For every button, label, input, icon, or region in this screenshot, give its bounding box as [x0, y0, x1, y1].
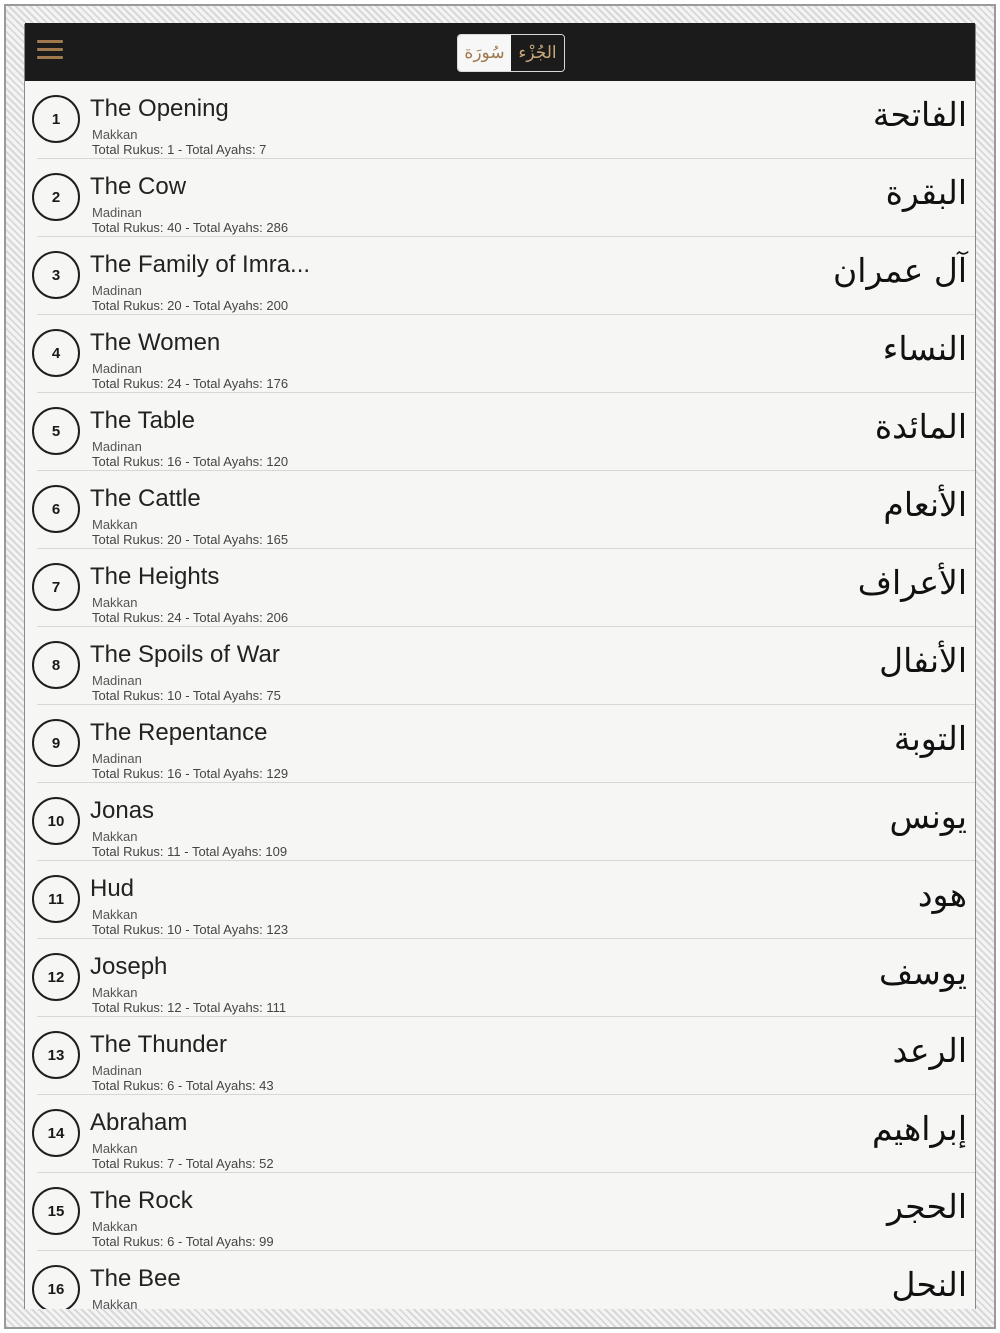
surah-row[interactable]	[37, 315, 975, 393]
surah-english-name: The Opening	[90, 95, 229, 122]
surah-number-badge: 9	[32, 719, 80, 767]
surah-list-screen	[25, 23, 975, 1309]
surah-number-badge: 4	[32, 329, 80, 377]
surah-revelation-place: Madinan	[92, 205, 142, 220]
surah-juz-segmented-control	[457, 34, 565, 72]
surah-row[interactable]	[37, 783, 975, 861]
surah-arabic-name: التوبة	[893, 719, 967, 758]
surah-row[interactable]	[37, 1017, 975, 1095]
surah-revelation-place: Makkan	[92, 127, 138, 142]
surah-number-badge: 1	[32, 95, 80, 143]
surah-english-name: The Heights	[90, 563, 220, 590]
surah-arabic-name: إبراهيم	[871, 1109, 967, 1148]
surah-rukus-ayahs: Total Rukus: 10 - Total Ayahs: 123	[92, 922, 289, 937]
surah-row[interactable]	[37, 549, 975, 627]
surah-number-badge: 2	[32, 173, 80, 221]
surah-arabic-name: الأنفال	[879, 641, 967, 680]
surah-arabic-name: يونس	[889, 797, 967, 836]
surah-rukus-ayahs: Total Rukus: 24 - Total Ayahs: 176	[92, 376, 289, 391]
surah-english-name: The Bee	[90, 1265, 181, 1292]
surah-row[interactable]	[37, 627, 975, 705]
surah-number-badge: 14	[32, 1109, 80, 1157]
surah-number-badge: 10	[32, 797, 80, 845]
surah-revelation-place: Makkan	[92, 1219, 138, 1234]
surah-rukus-ayahs: Total Rukus: 16 - Total Ayahs: 129	[92, 766, 289, 781]
surah-revelation-place: Madinan	[92, 1063, 142, 1078]
segment-juz[interactable]: الجُزْء	[511, 35, 564, 71]
surah-arabic-name: الرعد	[892, 1031, 967, 1070]
surah-rukus-ayahs: Total Rukus: 20 - Total Ayahs: 165	[92, 532, 289, 547]
surah-english-name: The Thunder	[90, 1031, 227, 1058]
surah-row[interactable]	[37, 705, 975, 783]
surah-row[interactable]	[37, 1251, 975, 1309]
surah-row[interactable]	[37, 471, 975, 549]
surah-revelation-place: Madinan	[92, 439, 142, 454]
surah-rukus-ayahs: Total Rukus: 6 - Total Ayahs: 43	[92, 1078, 274, 1093]
surah-english-name: Joseph	[90, 953, 168, 980]
hamburger-menu-icon[interactable]	[37, 40, 63, 62]
surah-rukus-ayahs: Total Rukus: 7 - Total Ayahs: 52	[92, 1156, 274, 1171]
surah-english-name: Jonas	[90, 797, 155, 824]
surah-revelation-place: Madinan	[92, 751, 142, 766]
surah-english-name: The Family of Imra...	[90, 251, 311, 278]
surah-rukus-ayahs: Total Rukus: 10 - Total Ayahs: 75	[92, 688, 281, 703]
surah-rukus-ayahs: Total Rukus: 40 - Total Ayahs: 286	[92, 220, 289, 235]
surah-rukus-ayahs: Total Rukus: 24 - Total Ayahs: 206	[92, 610, 289, 625]
surah-rukus-ayahs: Total Rukus: 11 - Total Ayahs: 109	[92, 844, 288, 859]
surah-arabic-name: الحجر	[886, 1187, 967, 1226]
surah-number-badge: 15	[32, 1187, 80, 1235]
surah-number-badge: 8	[32, 641, 80, 689]
surah-arabic-name: الفاتحة	[872, 95, 967, 134]
surah-english-name: The Cow	[90, 173, 187, 200]
surah-number-badge: 11	[32, 875, 80, 923]
surah-revelation-place: Makkan	[92, 1297, 138, 1309]
surah-english-name: The Spoils of War	[90, 641, 280, 668]
surah-row[interactable]	[37, 159, 975, 237]
surah-arabic-name: النساء	[882, 329, 967, 368]
surah-arabic-name: الأعراف	[857, 563, 967, 602]
surah-row[interactable]	[37, 1095, 975, 1173]
surah-rukus-ayahs: Total Rukus: 16 - Total Ayahs: 120	[92, 454, 289, 469]
top-bar	[25, 23, 975, 81]
surah-revelation-place: Makkan	[92, 595, 138, 610]
surah-revelation-place: Makkan	[92, 829, 138, 844]
surah-list	[25, 81, 975, 1309]
surah-row[interactable]	[37, 81, 975, 159]
surah-rukus-ayahs: Total Rukus: 6 - Total Ayahs: 99	[92, 1234, 274, 1249]
surah-number-badge: 13	[32, 1031, 80, 1079]
surah-arabic-name: المائدة	[874, 407, 967, 446]
surah-rukus-ayahs: Total Rukus: 1 - Total Ayahs: 7	[92, 142, 267, 157]
surah-rukus-ayahs: Total Rukus: 12 - Total Ayahs: 111	[92, 1000, 287, 1015]
segment-surah[interactable]: سُورَة	[458, 35, 511, 71]
surah-english-name: The Rock	[90, 1187, 193, 1214]
surah-revelation-place: Makkan	[92, 1141, 138, 1156]
surah-revelation-place: Madinan	[92, 283, 142, 298]
surah-row[interactable]	[37, 1173, 975, 1251]
surah-english-name: The Cattle	[90, 485, 201, 512]
surah-english-name: The Repentance	[90, 719, 268, 746]
surah-number-badge: 6	[32, 485, 80, 533]
surah-rukus-ayahs: Total Rukus: 20 - Total Ayahs: 200	[92, 298, 289, 313]
surah-number-badge: 3	[32, 251, 80, 299]
surah-english-name: The Women	[90, 329, 221, 356]
surah-arabic-name: يوسف	[878, 953, 967, 992]
surah-english-name: Hud	[90, 875, 135, 902]
surah-row[interactable]	[37, 393, 975, 471]
surah-number-badge: 16	[32, 1265, 80, 1309]
surah-arabic-name: النحل	[891, 1265, 967, 1304]
surah-arabic-name: الأنعام	[883, 485, 967, 524]
surah-arabic-name: هود	[917, 875, 967, 914]
surah-arabic-name: آل عمران	[832, 251, 967, 290]
surah-revelation-place: Madinan	[92, 361, 142, 376]
surah-row[interactable]	[37, 861, 975, 939]
surah-revelation-place: Makkan	[92, 985, 138, 1000]
surah-revelation-place: Makkan	[92, 907, 138, 922]
surah-arabic-name: البقرة	[885, 173, 967, 212]
surah-number-badge: 12	[32, 953, 80, 1001]
surah-english-name: Abraham	[90, 1109, 188, 1136]
surah-row[interactable]	[37, 237, 975, 315]
surah-number-badge: 7	[32, 563, 80, 611]
surah-english-name: The Table	[90, 407, 195, 434]
surah-revelation-place: Madinan	[92, 673, 142, 688]
surah-number-badge: 5	[32, 407, 80, 455]
surah-row[interactable]	[37, 939, 975, 1017]
surah-revelation-place: Makkan	[92, 517, 138, 532]
